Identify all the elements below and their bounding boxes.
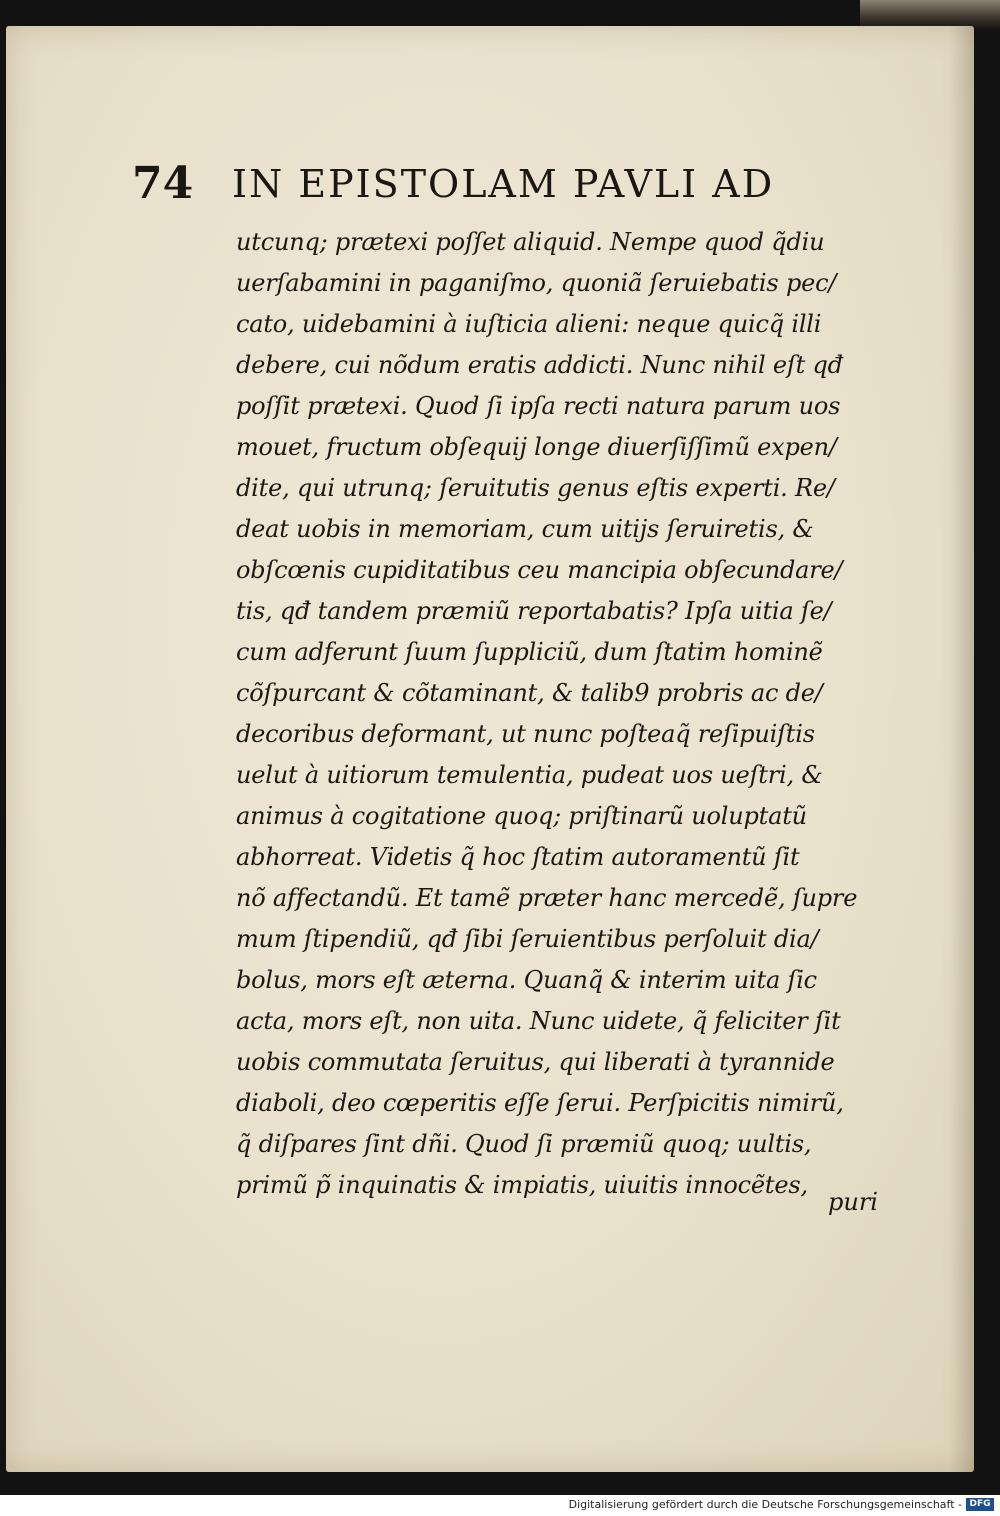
text-line: obſcœnis cupiditatibus ceu mancipia obſecundare/	[236, 556, 843, 584]
running-head: IN EPISTOLAM PAVLI AD	[232, 162, 775, 206]
text-line: debere, cui nõdum eratis addicti. Nunc nihil eſt qđ	[236, 351, 843, 379]
text-line: mouet, fructum obſequij longe diuerſiſſimũ expen/	[236, 433, 837, 461]
dfg-logo: DFG	[966, 1498, 994, 1511]
text-line: abhorreat. Videtis q̃ hoc ſtatim autoramentũ ſit	[236, 843, 800, 871]
text-line: decoribus deformant, ut nunc poſteaq̃ reſipuiſtis	[236, 720, 815, 748]
text-line: utcunq; prætexi poſſet aliquid. Nempe quod q̃diu	[236, 228, 825, 256]
text-line: uerſabamini in paganiſmo, quoniã ſeruiebatis pec/	[236, 269, 837, 297]
text-line: diaboli, deo cœperitis eſſe ſerui. Perſpicitis nimirũ,	[236, 1089, 844, 1117]
text-line: uelut à uitiorum temulentia, pudeat uos ueſtri, &	[236, 761, 823, 789]
text-line: q̃ diſpares ſint dñi. Quod ſi præmiũ quoq; uultis,	[236, 1130, 812, 1158]
text-line: acta, mors eſt, non uita. Nunc uidete, q̃ feliciter ſit	[236, 1007, 841, 1035]
text-line: cõſpurcant & cõtaminant, & talib9 probris ac de/	[236, 679, 823, 707]
folio-number: 74	[132, 158, 194, 209]
text-line: uobis commutata ſeruitus, qui liberati à tyrannide	[236, 1048, 835, 1076]
text-line: deat uobis in memoriam, cum uitijs ſeruiretis, &	[236, 515, 814, 543]
text-line: nõ affectandũ. Et tamẽ præter hanc mercedẽ, ſupre	[236, 884, 858, 912]
text-line: animus à cogitatione quoq; priſtinarũ uoluptatũ	[236, 802, 807, 830]
footer-credit: Digitalisierung gefördert durch die Deutsche Forschungsgemeinschaft -	[568, 1498, 962, 1511]
text-line: primũ p̃ inquinatis & impiatis, uiuitis innocẽtes,	[236, 1171, 808, 1199]
catchword: puri	[828, 1188, 878, 1216]
text-line: cum adferunt ſuum ſuppliciũ, dum ſtatim hominẽ	[236, 638, 823, 666]
text-line: mum ſtipendiũ, qđ ſibi ſeruientibus perſoluit dia/	[236, 925, 819, 953]
text-line: bolus, mors eſt æterna. Quanq̃ & interim uita ſic	[236, 966, 817, 994]
text-line: tis, qđ tandem præmiũ reportabatis? Ipſa uitia ſe/	[236, 597, 832, 625]
text-line: cato, uidebamini à iuſticia alieni: neque quicq̃ illi	[236, 310, 822, 338]
page-gutter-shadow	[948, 26, 974, 1472]
page-header	[132, 158, 852, 214]
text-block	[236, 222, 886, 1206]
text-line: poſſit prætexi. Quod ſi ipſa recti natura parum uos	[236, 392, 841, 420]
text-line: dite, qui utrunq; ſeruitutis genus eſtis experti. Re/	[236, 474, 835, 502]
footer-bar	[0, 1495, 1000, 1516]
